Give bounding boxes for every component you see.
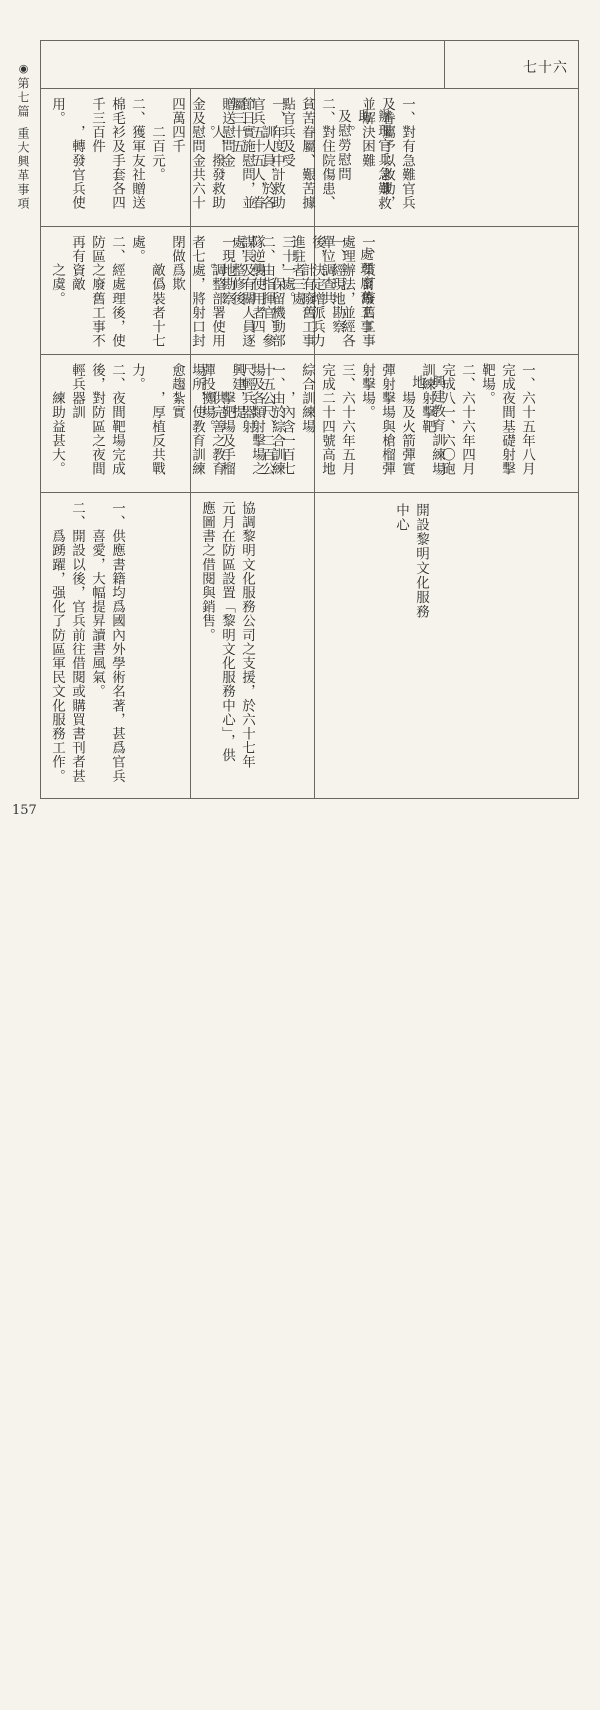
measures-line: 二、對住院傷患、貧苦眷屬、艱苦據點官兵及受: [279, 97, 335, 210]
results-line: 二、開設以後，官兵前往借閱或購買書刊者甚: [69, 501, 85, 783]
header-row-right: [41, 41, 445, 89]
table-number: 七十六: [523, 60, 569, 76]
measures-line: 三、六十六年五月完成二十四號高地綜合訓練場: [299, 363, 355, 476]
measures-line: 場及火箭彈實彈射擊場與槍榴彈射擊場。: [359, 363, 415, 476]
results-line: ，保留機動部隊逆襲使用者四處，整修後: [229, 235, 285, 348]
measures-cell: [191, 493, 263, 798]
results-line: 二、夜間靶場完成後，對防區之夜間輕兵器訓: [69, 363, 125, 476]
results-line: ，厚植反共戰力。: [129, 363, 165, 476]
item-cell: [315, 355, 453, 492]
table-row: [315, 355, 579, 493]
item-cell: [315, 227, 381, 354]
results-line: 一、年度中計救助官兵五十五人，眷屬三十五: [229, 97, 285, 210]
measures-line: 元月在防區設置「黎明文化服務中心」，供: [219, 501, 235, 763]
results-line: 一、供應書籍均爲國內外學術名著，甚爲官兵: [109, 501, 125, 783]
table-row: [315, 227, 579, 355]
table-row: [191, 493, 315, 799]
results-line: 二、經處理後，使防區之廢舊工事不再有資敵: [69, 235, 125, 348]
measures-line: 擊靶場及手榴彈投擲場。: [199, 363, 235, 476]
reform-table: [40, 40, 579, 799]
results-line: 練助益甚大。: [49, 363, 65, 476]
item-line: 興建教育訓練場地: [409, 375, 445, 477]
results-line: 一、經現地勘察後，決定增派兵力進駐者三處: [289, 235, 345, 348]
measures-line: 二、六十六年四月完成八一、六〇砲訓練射擊靶: [419, 363, 475, 476]
results-line: 二、獲軍友社贈送棉毛衫及手套各四千三百件: [89, 97, 145, 210]
measures-line: 訓人員，於各節日實施慰問，並贈送慰問金: [219, 97, 275, 210]
table-row: [41, 493, 191, 799]
results-line: 調整部署使用者七處，將射口封閉做爲欺: [169, 235, 225, 348]
measures-line: 。: [199, 97, 215, 140]
results-line: 一、由於綜合訓練場及各類射擊場之興建，提: [229, 363, 285, 476]
section-title: 重大興革事項: [16, 127, 30, 211]
results-line: 之虞。: [49, 235, 65, 306]
measures-line: 。: [199, 235, 215, 278]
table-row: [315, 493, 579, 799]
item-line: 處理廢舊工事: [357, 247, 373, 334]
item-cell: [315, 89, 399, 226]
measures-line: ，內含一百七十五公尺、二百公尺輕兵器射: [239, 363, 295, 476]
results-line: 二百元。: [149, 97, 165, 182]
measures-line: 。: [339, 97, 355, 140]
measures-line: 應圖書之借閱與銷售。: [199, 501, 215, 642]
results-cell: [41, 493, 133, 798]
item-line: 辦理官兵急難救助: [355, 109, 391, 211]
table-number-cell: [445, 41, 579, 89]
measures-line: 協調黎明文化服務公司之支援，於六十七年: [239, 501, 255, 769]
measures-line: 一、對有急難官兵及眷屬予以救助，並解決困難: [359, 97, 415, 210]
measures-line: 計有廢舊工事三十一處。: [279, 235, 315, 348]
measures-line: 一、策訂廢舊工事處理辦法，並經各單位調查共: [319, 235, 375, 348]
bullet-icon: ◉: [17, 62, 30, 77]
results-line: 人，撥發救助金及慰問金共六十四萬四千: [169, 97, 225, 210]
page-margin-header: [4, 62, 30, 211]
results-line: 敵僞裝者十七處。: [129, 235, 165, 348]
results-line: ，轉發官兵使用。: [49, 97, 85, 210]
page-number: 157: [12, 803, 37, 818]
item-line: 中心: [393, 503, 409, 532]
results-line: 喜愛，大幅提昇讀書風氣。: [89, 501, 105, 699]
measures-line: 一、六十五年八月完成夜間基礎射擊靶場。: [479, 363, 535, 476]
results-line: 爲踴躍，强化了防區軍民文化服務工作。: [49, 501, 65, 783]
item-line: 及慰勞慰問: [335, 109, 351, 182]
chapter-label: 第七篇: [16, 77, 30, 119]
measures-line: 二、由指揮官、參謀長及有關人員逐一現地勘察: [219, 235, 275, 348]
table-row: [315, 89, 579, 227]
results-line: 供完善之教育場所，使教育訓練愈趨紮實: [169, 363, 225, 476]
item-line: 開設黎明文化服務: [413, 503, 429, 619]
item-cell: [315, 493, 437, 798]
